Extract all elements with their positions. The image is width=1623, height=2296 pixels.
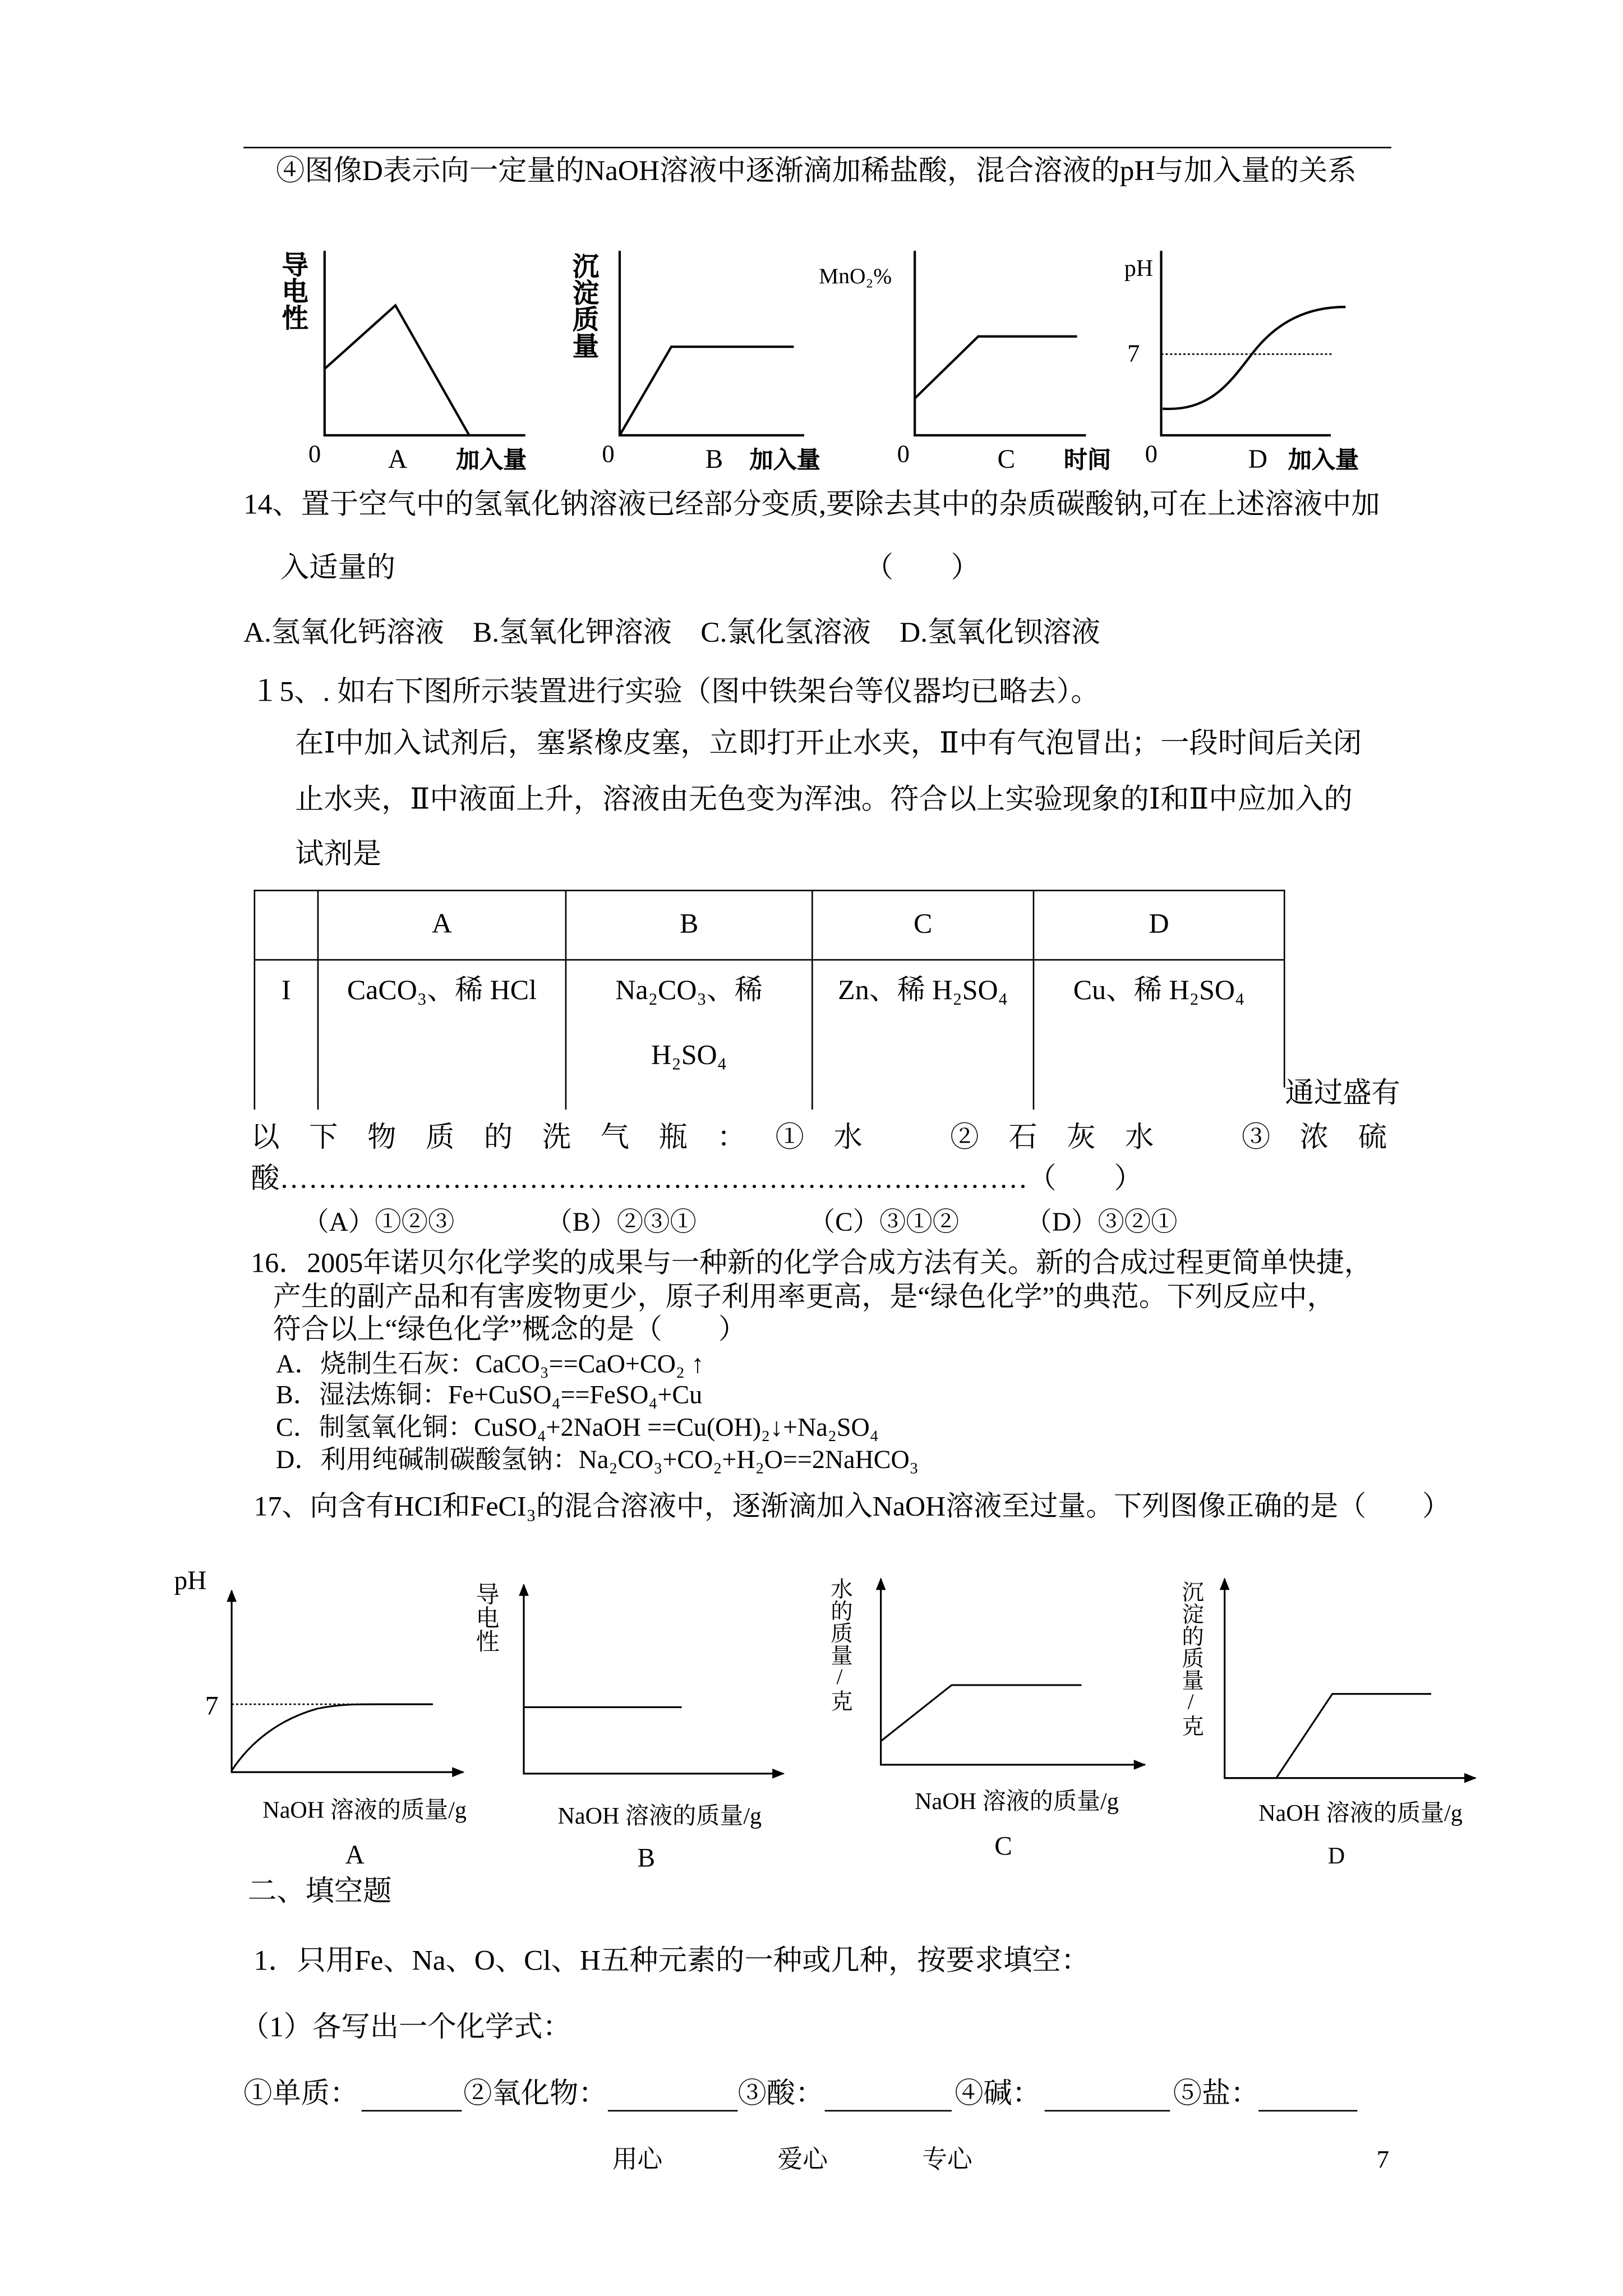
wash-option-b: （B）②③① bbox=[546, 1207, 697, 1237]
q13-fig-b-origin: 0 bbox=[602, 439, 615, 468]
axes bbox=[881, 1579, 1145, 1765]
table-cut-row bbox=[255, 1088, 1284, 1110]
q13-fig-b-ylabel: 沉淀质量 bbox=[568, 252, 600, 359]
answer-blank-line bbox=[1045, 2110, 1170, 2111]
answer-blank-line bbox=[825, 2110, 952, 2111]
q17-fig-b-xlabel: NaOH 溶液的质量/g bbox=[557, 1804, 762, 1830]
data-curve bbox=[232, 1704, 432, 1770]
q13-fig-d-origin: 0 bbox=[1145, 439, 1158, 468]
q14-answer-paren: （ ） bbox=[864, 553, 980, 585]
q13-fig-c-letter: C bbox=[997, 444, 1016, 474]
q17-fig-b-letter: B bbox=[637, 1843, 656, 1872]
data-line bbox=[620, 347, 794, 435]
answer-blank-line bbox=[1258, 2110, 1357, 2111]
overlap-text: 通过盛有 bbox=[1285, 1078, 1400, 1110]
q17-figure-c bbox=[881, 1579, 1145, 1765]
q13-fig-b-xlabel: 加入量 bbox=[749, 445, 820, 474]
q17-fig-a-ytick: 7 bbox=[205, 1691, 219, 1721]
page-number: 7 bbox=[1376, 2145, 1389, 2174]
table-cut-cell bbox=[812, 1088, 1034, 1110]
q13-fig-a-letter: A bbox=[388, 444, 408, 474]
answer-blank-line bbox=[362, 2110, 462, 2111]
data-line bbox=[325, 305, 469, 435]
table-cell-text: Cu、稀 H₂SO₄ bbox=[1073, 975, 1245, 1006]
table-cut-cell bbox=[255, 1088, 318, 1110]
q17-fig-d-letter: D bbox=[1327, 1844, 1345, 1870]
table-row-label: I bbox=[282, 975, 291, 1006]
q15-stem-line-2: 在Ⅰ中加入试剂后，塞紧橡皮塞，立即打开止水夹，Ⅱ中有气泡冒出；一段时间后关闭 bbox=[295, 729, 1362, 760]
q16-stem-line-2: 产生的副产品和有害废物更少，原子利用率更高，是“绿色化学”的典范。下列反应中， bbox=[273, 1282, 1335, 1314]
q16-stem-line-1: 16．2005年诺贝尔化学奖的成果与一种新的化学合成方法有关。新的合成过程更简单快捷， bbox=[251, 1248, 1372, 1280]
blank-label-base: ④碱： bbox=[955, 2079, 1041, 2110]
axes bbox=[620, 251, 804, 435]
q15-stem-line-4: 试剂是 bbox=[295, 839, 382, 871]
footer-word: 爱心 bbox=[777, 2145, 828, 2174]
table-cell-text: CaCO₃、稀 HCl bbox=[347, 975, 537, 1006]
wash-bottles-line: 以下物质的洗气瓶：①水 ②石灰水 ③浓硫 bbox=[251, 1122, 1387, 1154]
q17-fig-a-ylabel: pH bbox=[174, 1565, 207, 1595]
axes bbox=[915, 251, 1086, 435]
q13-figure-d bbox=[1161, 251, 1346, 435]
footer-word: 专心 bbox=[922, 2145, 972, 2174]
axes bbox=[1225, 1579, 1476, 1778]
data-curve bbox=[1163, 307, 1345, 409]
table-cell bbox=[566, 960, 812, 1088]
data-line bbox=[1225, 1694, 1431, 1778]
wash-option-c: （C）③①② bbox=[808, 1207, 960, 1237]
table-header-row bbox=[255, 890, 1284, 960]
answer-blank-line bbox=[608, 2110, 738, 2111]
data-line bbox=[915, 337, 1077, 398]
table-cut-cell bbox=[566, 1088, 812, 1110]
blank-label-acid: ③酸： bbox=[737, 2079, 824, 2110]
q13-figure-b bbox=[620, 251, 804, 435]
q13-fig-a-ylabel: 导电性 bbox=[277, 251, 308, 331]
q17-fig-d-ylabel: 沉淀的质量/克 bbox=[1179, 1580, 1203, 1737]
axes bbox=[524, 1585, 783, 1774]
q17-figure-b bbox=[524, 1585, 783, 1774]
wash-option-a: （A）①②③ bbox=[302, 1207, 455, 1237]
wash-option-d: （D）③②① bbox=[1025, 1207, 1178, 1237]
blank-label-element: ①单质： bbox=[243, 2079, 359, 2110]
axes bbox=[232, 1591, 463, 1773]
q16-stem-line-3: 符合以上“绿色化学”概念的是（ ） bbox=[273, 1314, 746, 1346]
table-header-cell: B bbox=[566, 890, 812, 960]
q17-fig-d-xlabel: NaOH 溶液的质量/g bbox=[1258, 1801, 1463, 1827]
data-line bbox=[881, 1685, 1082, 1741]
q15-stem-line-1: １5、. 如右下图所示装置进行实验（图中铁架台等仪器均已略去）。 bbox=[251, 677, 1100, 708]
q17-fig-c-letter: C bbox=[994, 1831, 1012, 1861]
q14-stem-line-1: 14、置于空气中的氢氧化钠溶液已经部分变质,要除去其中的杂质碳酸钠,可在上述溶液中加 bbox=[243, 490, 1380, 521]
q13-fig-d-ytick: 7 bbox=[1127, 339, 1140, 367]
table-cell bbox=[812, 960, 1034, 1088]
q13-figure-a bbox=[325, 251, 525, 435]
footer-word: 用心 bbox=[612, 2145, 663, 2174]
q17-fig-b-ylabel: 导电性 bbox=[472, 1581, 497, 1653]
section-2-q1-stem: 1．只用Fe、Na、O、Cl、H五种元素的一种或几种，按要求填空： bbox=[253, 1946, 1090, 1977]
q13-fig-a-xlabel: 加入量 bbox=[455, 445, 527, 474]
q17-figure-a bbox=[232, 1591, 463, 1773]
q13-fig-d-ylabel: pH bbox=[1124, 256, 1154, 282]
q17-fig-c-ylabel: 水的质量/克 bbox=[827, 1577, 852, 1712]
q13-fig-b-letter: B bbox=[705, 444, 723, 474]
table-cell-text: Zn、稀 H₂SO₄ bbox=[838, 975, 1008, 1006]
table-header-cell: C bbox=[812, 890, 1034, 960]
q17-fig-c-xlabel: NaOH 溶液的质量/g bbox=[915, 1789, 1119, 1815]
blank-label-oxide: ②氧化物： bbox=[463, 2079, 607, 2110]
q14-stem-line-2: 入适量的 bbox=[280, 553, 396, 585]
table-cell bbox=[318, 960, 566, 1088]
q17-fig-a-letter: A bbox=[345, 1840, 365, 1870]
table-header-cell: D bbox=[1034, 890, 1284, 960]
table-corner-cell bbox=[255, 890, 318, 960]
q13-fig-d-xlabel: 加入量 bbox=[1288, 445, 1359, 474]
wash-bottles-line-end: 酸……………………………………………………………………（ ） bbox=[251, 1164, 1143, 1195]
section-2-title: 二、填空题 bbox=[247, 1876, 392, 1908]
blank-label-salt: ⑤盐： bbox=[1173, 2079, 1260, 2110]
q13-fig-c-xlabel: 时间 bbox=[1063, 445, 1112, 474]
q16-option-c: C．制氢氧化铜：CuSO₄+2NaOH ==Cu(OH)₂↓+Na₂SO₄ bbox=[275, 1412, 879, 1442]
q13-figure-c bbox=[915, 251, 1086, 435]
q13-fig-a-origin: 0 bbox=[308, 439, 321, 468]
q17-figure-d bbox=[1225, 1579, 1476, 1778]
q15-reagent-table bbox=[254, 890, 1285, 1110]
table-row-label-cell bbox=[255, 960, 318, 1088]
table-cut-cell bbox=[318, 1088, 566, 1110]
section-2-q1-part1: （1）各写出一个化学式： bbox=[240, 2012, 571, 2044]
q13-fig-d-letter: D bbox=[1248, 444, 1267, 474]
q17-fig-a-xlabel: NaOH 溶液的质量/g bbox=[262, 1798, 467, 1824]
table-row bbox=[255, 960, 1284, 1088]
q13-item-4: ④图像D表示向一定量的NaOH溶液中逐渐滴加稀盐酸，混合溶液的pH与加入量的关系 bbox=[275, 156, 1357, 188]
q15-stem-line-3: 止水夹，Ⅱ中液面上升，溶液由无色变为浑浊。符合以上实验现象的Ⅰ和Ⅱ中应加入的 bbox=[295, 785, 1353, 816]
q14-options: A.氢氧化钙溶液 B.氢氧化钾溶液 C.氯化氢溶液 D.氢氧化钡溶液 bbox=[243, 618, 1100, 650]
table-cell-text-line-2: H₂SO₄ bbox=[651, 1040, 727, 1071]
table-header-cell: A bbox=[318, 890, 566, 960]
table-cell bbox=[1034, 960, 1284, 1088]
table-cut-cell bbox=[1034, 1088, 1284, 1110]
table-cell-text: Na₂CO₃、稀 bbox=[615, 975, 763, 1006]
q17-stem: 17、向含有HCI和FeCI₃的混合溶液中，逐渐滴加入NaOH溶液至过量。下列图像正确的是（ ） bbox=[253, 1492, 1451, 1523]
q13-fig-c-origin: 0 bbox=[897, 439, 910, 468]
q16-option-d: D．利用纯碱制碳酸氢钠：Na₂CO₃+CO₂+H₂O==2NaHCO₃ bbox=[275, 1444, 919, 1474]
q16-option-b: B．湿法炼铜：Fe+CuSO₄==FeSO₄+Cu bbox=[275, 1379, 703, 1410]
q16-option-a: A．烧制生石灰：CaCO₃==CaO+CO₂ ↑ bbox=[275, 1349, 704, 1378]
q13-fig-c-ylabel: MnO₂% bbox=[819, 265, 892, 289]
